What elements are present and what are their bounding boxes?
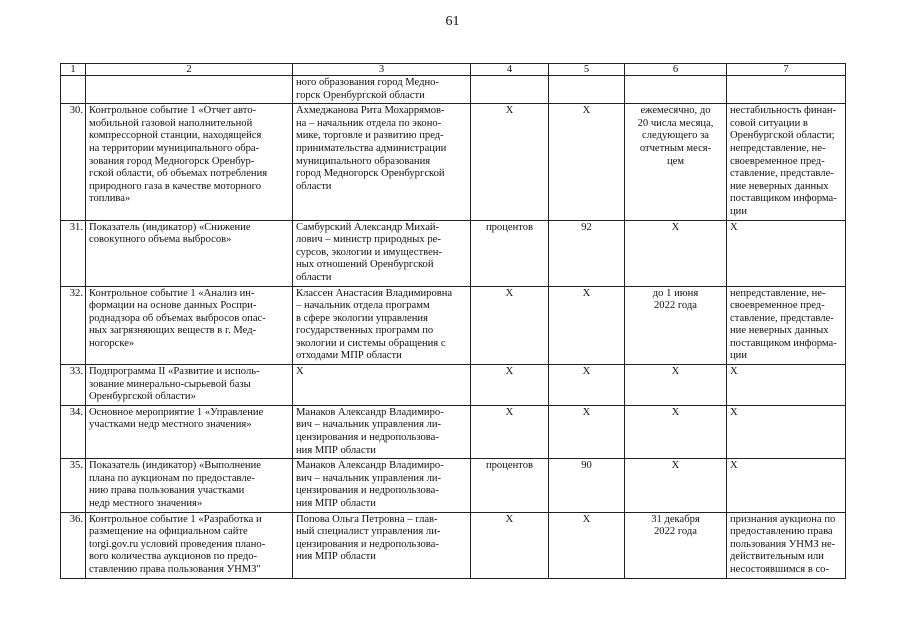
deadline [625,76,727,104]
table-row [61,405,846,458]
document-table [60,63,846,579]
item-name: Основное мероприятие 1 «Управление участками недр местного значения» [86,405,293,458]
deadline: X [625,220,727,286]
header-cell: 7 [727,64,846,76]
deadline: X [625,459,727,512]
table-row [61,104,846,220]
header-cell: 6 [625,64,727,76]
row-number: 35. [61,459,86,512]
item-name: Контрольное событие 1 «Анализ ин- формации на основе данных Роспри- роднадзора об объемах выбросов опас- ных загрязняющих веществ в г. Мед- ногорске» [86,286,293,365]
risks: нестабильность финан- совой ситуации в Оренбургской области; непредставление, не- своевременное пред- ставление, представле- ние неверных данных поставщиком информа- ции [727,104,846,220]
table-row [61,286,846,365]
risks: X [727,220,846,286]
value: 92 [549,220,625,286]
unit: процентов [471,220,549,286]
row-number: 32. [61,286,86,365]
item-name: Контрольное событие 1 «Отчет авто- мобильной газовой наполнительной компрессорной станции, находящейся на территории муниципального обра- зования город Медногорск Оренбур- гской области, об объемах потребления природного газа в качестве моторного топлива» [86,104,293,220]
unit [471,76,549,104]
responsible-person: X [293,365,471,406]
deadline: X [625,365,727,406]
header-cell: 4 [471,64,549,76]
value: 90 [549,459,625,512]
header-cell: 2 [86,64,293,76]
responsible-person: Самбурский Александр Михай- лович – министр природных ре- сурсов, экологии и имуществен- ных отношений Оренбургской области [293,220,471,286]
header-cell: 3 [293,64,471,76]
value: X [549,104,625,220]
value: X [549,512,625,578]
continuation-row [61,76,846,104]
header-row [61,64,846,76]
row-number: 34. [61,405,86,458]
risks [727,76,846,104]
table-row [61,365,846,406]
value: X [549,365,625,406]
table-row [61,512,846,578]
row-number [61,76,86,104]
risks: непредставление, не- своевременное пред- ставление, представле- ние неверных данных поставщиком информа- ции [727,286,846,365]
responsible-person: Ахмеджанова Рита Мохаррямов- на – начальник отдела по эконо- мике, торговле и развитию пред- принимательства администрации муниципального образования город Медногорск Оренбургской области [293,104,471,220]
risks: X [727,365,846,406]
item-name: Подпрограмма II «Развитие и исполь- зование минерально-сырьевой базы Оренбургской области» [86,365,293,406]
row-number: 33. [61,365,86,406]
unit: процентов [471,459,549,512]
row-number: 31. [61,220,86,286]
unit: X [471,405,549,458]
responsible-person: Манаков Александр Владимиро- вич – начальник управления ли- цензирования и недропользова- ния МПР области [293,459,471,512]
header-cell: 5 [549,64,625,76]
row-number: 30. [61,104,86,220]
deadline: ежемесячно, до 20 числа месяца, следующего за отчетным меся- цем [625,104,727,220]
item-name [86,76,293,104]
value: X [549,286,625,365]
value [549,76,625,104]
responsible-person: Манаков Александр Владимиро- вич – начальник управления ли- цензирования и недропользова- ния МПР области [293,405,471,458]
deadline: до 1 июня 2022 года [625,286,727,365]
item-name: Контрольное событие 1 «Разработка и размещение на официальном сайте torgi.gov.ru условий проведения плано- вого количества аукционов по предо- ставлению права пользования УНМЗ" [86,512,293,578]
risks: признания аукциона по предоставлению права пользования УНМЗ не- действительным или несостоявшимся в со- [727,512,846,578]
item-name: Показатель (индикатор) «Снижение совокупного объема выбросов» [86,220,293,286]
value: X [549,405,625,458]
table-row [61,459,846,512]
header-cell: 1 [61,64,86,76]
deadline: X [625,405,727,458]
risks: X [727,405,846,458]
row-number: 36. [61,512,86,578]
page-number: 61 [445,14,460,29]
unit: X [471,286,549,365]
item-name: Показатель (индикатор) «Выполнение плана по аукционам по предоставле- нию права пользования участками недр местного значения» [86,459,293,512]
table-row [61,220,846,286]
unit: X [471,365,549,406]
risks: X [727,459,846,512]
deadline: 31 декабря 2022 года [625,512,727,578]
responsible-person: Классен Анастасия Владимировна – начальник отдела программ в сфере экологии управления государственных программ по экологии и системы обращения с отходами МПР области [293,286,471,365]
unit: X [471,512,549,578]
unit: X [471,104,549,220]
responsible-person: ного образования город Медно- горск Оренбургской области [293,76,471,104]
responsible-person: Попова Ольга Петровна – глав- ный специалист управления ли- цензирования и недропользова- ния МПР области [293,512,471,578]
